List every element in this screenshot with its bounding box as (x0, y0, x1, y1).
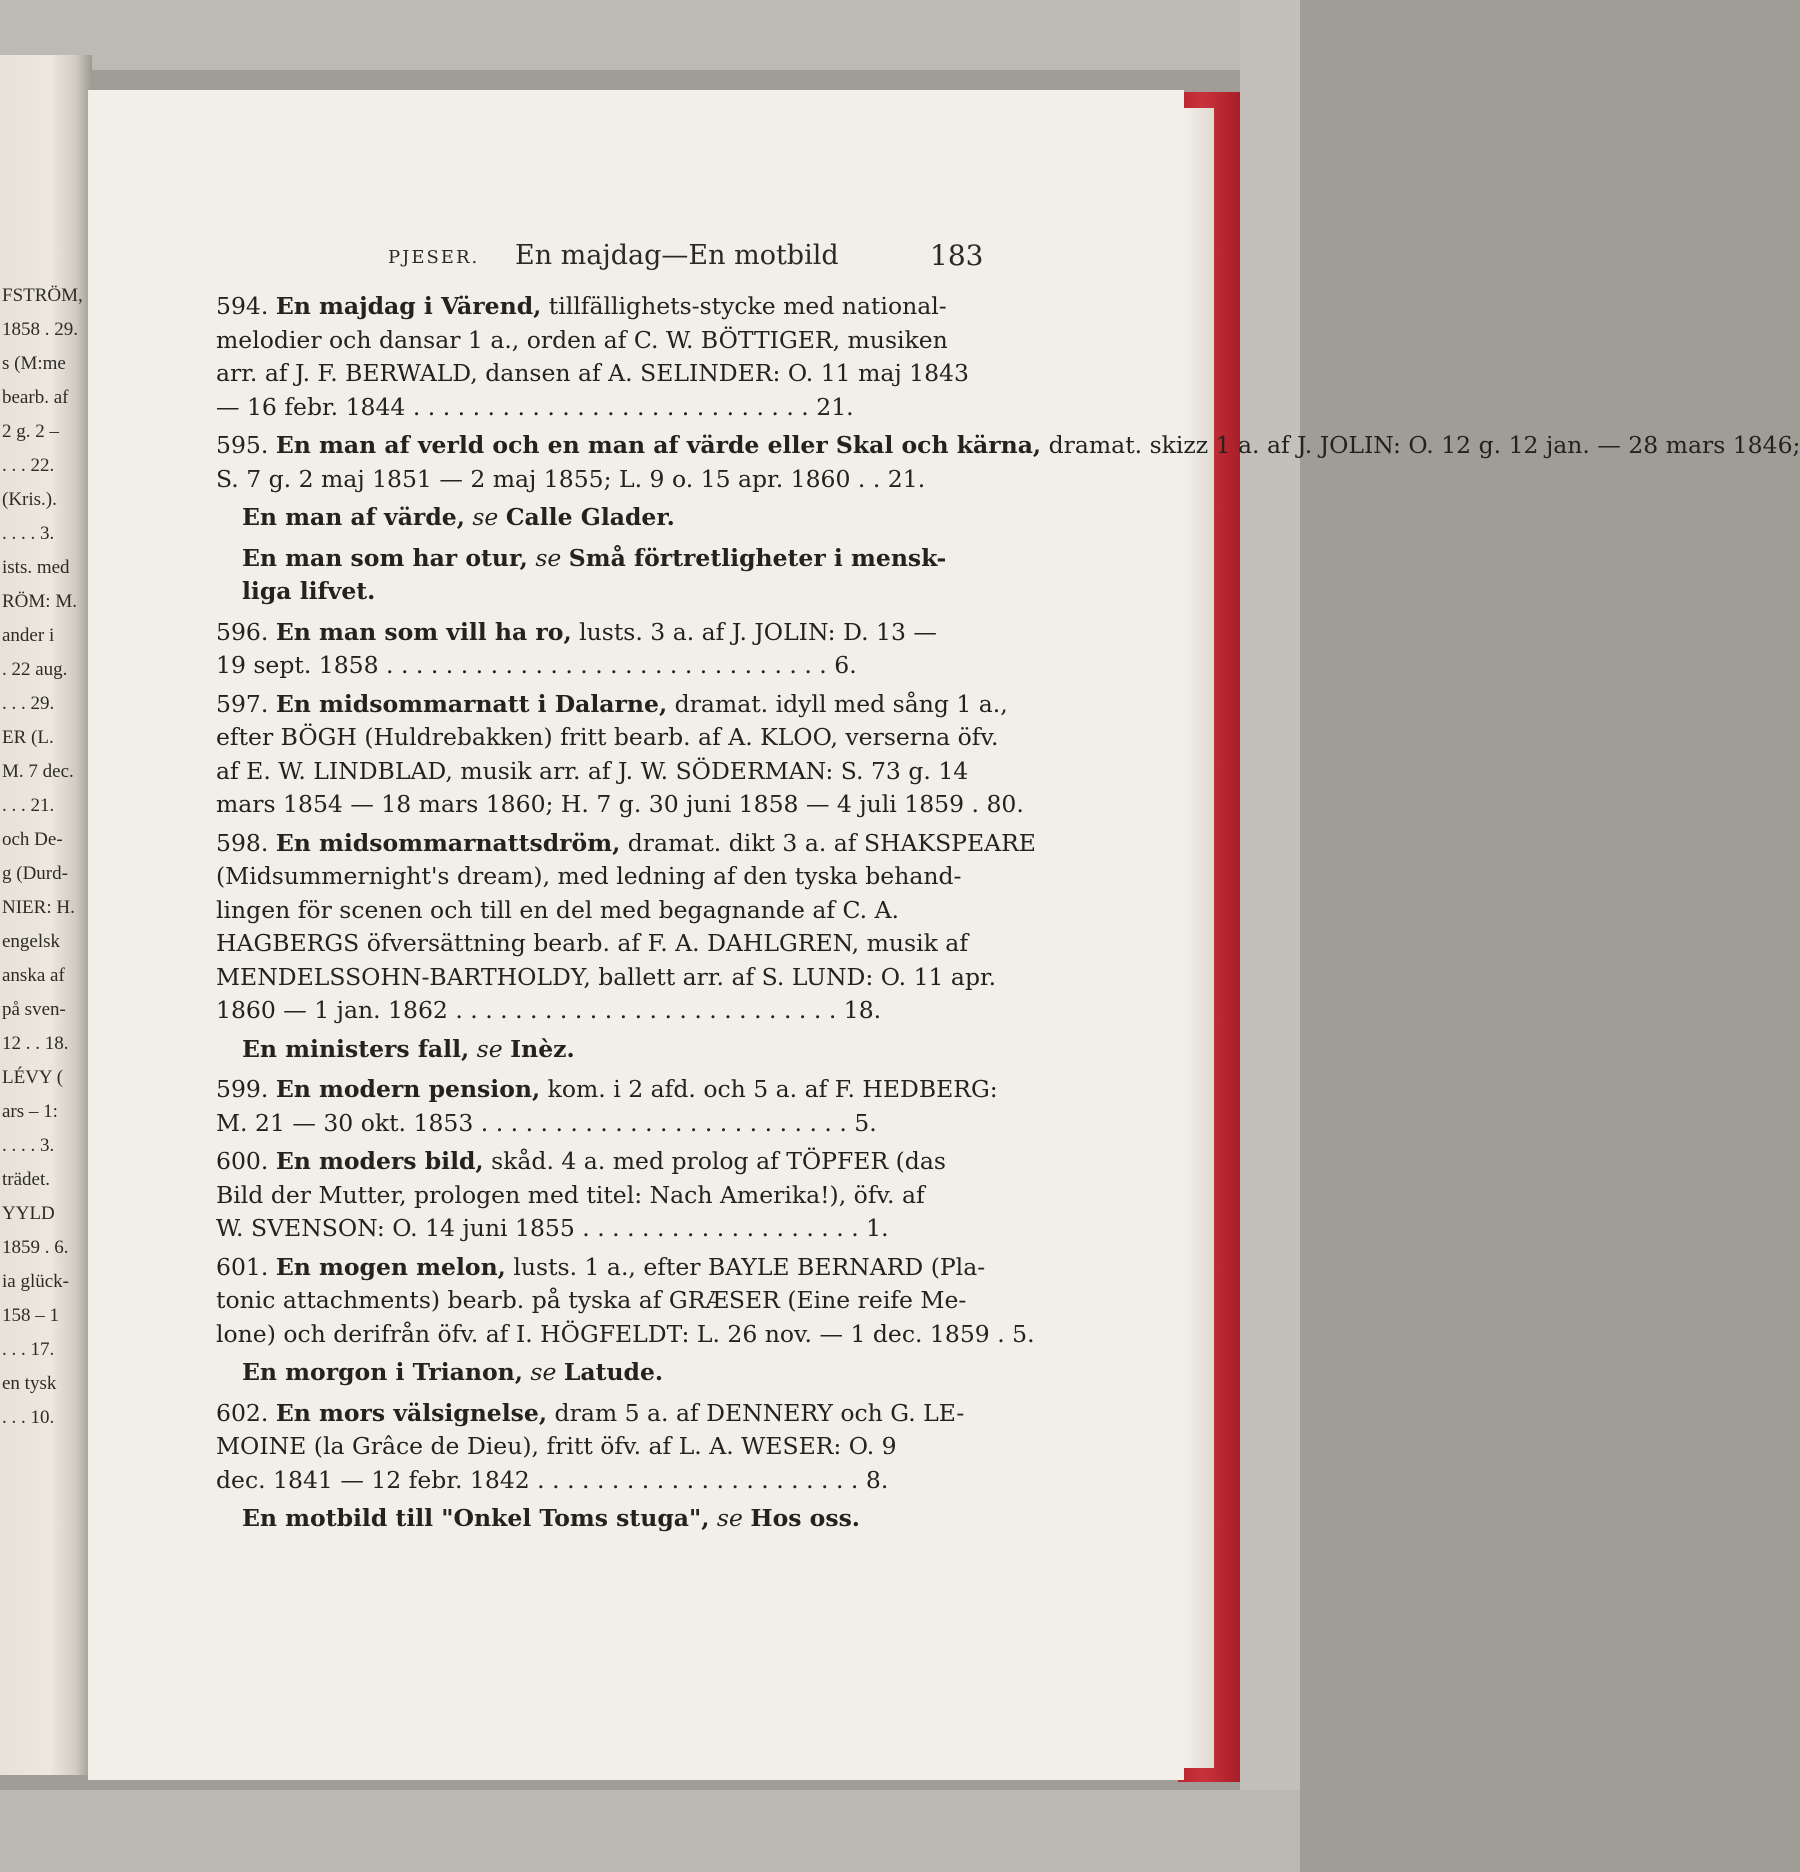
entry-line (216, 649, 1108, 683)
entry-title: En man som vill ha ro, (275, 617, 572, 646)
margin-fragment: ER (L. (2, 727, 54, 748)
margin-fragment: . . . 22. (2, 455, 55, 476)
xref-target: Latude. (563, 1358, 664, 1386)
xref-line (242, 1033, 1108, 1067)
margin-fragment: 158 – 1 (2, 1305, 59, 1326)
entry-text: melodier och dansar 1 a., orden af C. W. BÖTTIGER, musiken (216, 325, 948, 354)
cover-inner-edge (1182, 108, 1214, 1768)
entry-title: En mogen melon, (275, 1252, 506, 1281)
entry-text: lingen för scenen och till en del med begagnande af C. A. (216, 895, 900, 924)
margin-fragment: s (M:me (2, 353, 66, 374)
entry-title: En mors välsignelse, (275, 1398, 548, 1427)
margin-fragment: NIER: H. (2, 897, 75, 918)
cross-reference (242, 1502, 1108, 1536)
entry-number: 599. (216, 1075, 269, 1103)
margin-fragment: engelsk (2, 931, 61, 952)
entry-line (216, 1397, 1108, 1431)
xref-title: En motbild till "Onkel Toms stuga", (242, 1504, 710, 1532)
xref-line (242, 1502, 1108, 1536)
catalog-entry (216, 290, 1108, 424)
margin-fragment: 1859 . 6. (2, 1237, 69, 1258)
entry-text: S. 7 g. 2 maj 1851 — 2 maj 1855; L. 9 o. 15 apr. 1860 . . 21. (216, 464, 926, 493)
entry-text: lusts. 1 a., efter BAYLE BERNARD (Pla- (513, 1252, 986, 1281)
xref-se: se (716, 1504, 743, 1532)
cross-reference (242, 1033, 1108, 1067)
catalog-entries (216, 290, 1800, 1543)
entry-number: 598. (216, 828, 269, 857)
xref-line (242, 575, 1108, 609)
entry-title: En midsommarnattsdröm, (275, 828, 621, 857)
background-right (1240, 0, 1300, 1872)
entry-line (216, 324, 1108, 358)
entry-text: arr. af J. F. BERWALD, dansen af A. SELINDER: O. 11 maj 1843 (216, 359, 969, 387)
entry-line (216, 927, 1108, 961)
margin-fragment: ander i (2, 625, 55, 646)
entry-text: 19 sept. 1858 . . . . . . . . . . . . . . . . . . . . . . . . . . . . . . 6. (216, 651, 857, 679)
entry-number: 594. (216, 292, 269, 320)
xref-line (242, 1356, 1108, 1390)
entry-number: 602. (216, 1398, 269, 1427)
entry-text: dramat. skizz 1 a. af J. JOLIN: O. 12 g. 12 jan. — 28 mars 1846; (1048, 431, 1800, 459)
xref-target: Hos oss. (750, 1504, 860, 1532)
entry-text: tonic attachments) bearb. på tyska af GRÆSER (Eine reife Me- (216, 1286, 967, 1314)
catalog-entry (216, 688, 1108, 822)
entry-line (216, 391, 1108, 425)
entry-text: lone) och derifrån öfv. af I. HÖGFELDT: L. 26 nov. — 1 dec. 1859 . 5. (216, 1319, 1035, 1348)
margin-fragment: g (Durd- (2, 863, 68, 884)
cross-reference (242, 1356, 1108, 1390)
entry-line (216, 1430, 1108, 1464)
xref-se: se (476, 1034, 503, 1063)
margin-fragment: . . . 29. (2, 693, 55, 714)
entry-line (216, 1145, 1108, 1179)
xref-title: En man som har otur, (242, 543, 528, 572)
entry-line (216, 961, 1108, 995)
xref-line (242, 501, 1108, 535)
entry-line (216, 755, 1108, 789)
entry-title: En modern pension, (275, 1075, 541, 1103)
entry-text: 1860 — 1 jan. 1862 . . . . . . . . . . . . . . . . . . . . . . . . . . 18. (216, 996, 882, 1024)
margin-fragment: 12 . . 18. (2, 1033, 69, 1054)
margin-fragment: FSTRÖM, (2, 285, 83, 306)
entry-line (216, 860, 1108, 894)
entry-text: dec. 1841 — 12 febr. 1842 . . . . . . . . . . . . . . . . . . . . . . 8. (216, 1465, 889, 1494)
margin-fragment: 2 g. 2 – (2, 421, 59, 442)
margin-fragment: ars – 1: (2, 1101, 58, 1122)
xref-title: En morgon i Trianon, (242, 1358, 523, 1386)
margin-fragment: ia glück- (2, 1271, 70, 1292)
entry-line (216, 463, 1108, 497)
background-top (0, 0, 1300, 70)
entry-line (216, 721, 1108, 755)
entry-text: skåd. 4 a. med prolog af TÖPFER (das (491, 1147, 946, 1175)
xref-se: se (535, 543, 562, 572)
entry-line (216, 1318, 1108, 1352)
entry-text: (Midsummernight's dream), med ledning af den tyska behand- (216, 862, 962, 890)
margin-fragment: . 22 aug. (2, 659, 68, 680)
entry-line (216, 1464, 1108, 1498)
entry-text: MOINE (la Grâce de Dieu), fritt öfv. af L. A. WESER: O. 9 (216, 1432, 897, 1460)
margin-fragment: bearb. af (2, 387, 69, 408)
book-page (88, 90, 1800, 1780)
entry-line (216, 994, 1108, 1028)
entry-title: En man af verld och en man af värde eller Skal och kärna, (275, 431, 1042, 459)
running-header (88, 240, 1184, 280)
entry-text: dram 5 a. af DENNERY och G. LE- (554, 1398, 965, 1427)
xref-title: En ministers fall, (242, 1034, 470, 1063)
xref-se: se (472, 503, 499, 531)
entry-text: af E. W. LINDBLAD, musik arr. af J. W. SÖDERMAN: S. 73 g. 14 (216, 756, 969, 785)
entry-number: 601. (216, 1252, 269, 1281)
header-title: En majdag—En motbild (515, 240, 839, 271)
entry-number: 600. (216, 1147, 269, 1175)
facing-page-edge (0, 55, 92, 1775)
header-section: PJESER. (388, 247, 480, 268)
catalog-entry (216, 1145, 1108, 1246)
entry-text: lusts. 3 a. af J. JOLIN: D. 13 — (579, 617, 937, 646)
catalog-entry (216, 1397, 1108, 1498)
catalog-entry (216, 616, 1108, 683)
entry-text: kom. i 2 afd. och 5 a. af F. HEDBERG: (547, 1075, 998, 1103)
entry-line (216, 688, 1108, 722)
margin-fragment: anska af (2, 965, 65, 986)
entry-line (216, 429, 1800, 463)
margin-fragment: (Kris.). (2, 489, 57, 510)
entry-line (216, 357, 1108, 391)
entry-line (216, 788, 1108, 822)
margin-fragment: YYLD (2, 1203, 55, 1224)
entry-title: En majdag i Värend, (275, 292, 542, 320)
margin-fragment: en tysk (2, 1373, 57, 1394)
margin-fragment: trädet. (2, 1169, 51, 1190)
entry-line (216, 1284, 1108, 1318)
margin-fragment: M. 7 dec. (2, 761, 74, 782)
entry-text: Bild der Mutter, prologen med titel: Nach Amerika!), öfv. af (216, 1180, 925, 1209)
margin-fragment: . . . 21. (2, 795, 55, 816)
entry-title: En midsommarnatt i Dalarne, (275, 689, 668, 718)
entry-line (216, 1179, 1108, 1213)
page-number: 183 (930, 239, 984, 272)
catalog-entry (216, 827, 1108, 1028)
margin-fragment: 1858 . 29. (2, 319, 78, 340)
entry-text: mars 1854 — 18 mars 1860; H. 7 g. 30 juni 1858 — 4 juli 1859 . 80. (216, 790, 1024, 818)
entry-line (216, 1073, 1108, 1107)
xref-se: se (530, 1358, 557, 1386)
entry-text: tillfällighets-stycke med national- (548, 292, 947, 320)
xref-target: Små förtretligheter i mensk- (568, 543, 947, 572)
catalog-entry (216, 429, 1800, 496)
xref-target: Calle Glader. (505, 503, 675, 531)
entry-text: MENDELSSOHN-BARTHOLDY, ballett arr. af S. LUND: O. 11 apr. (216, 962, 997, 991)
margin-fragment: . . . . 3. (2, 523, 55, 544)
xref-title: En man af värde, (242, 503, 465, 531)
entry-number: 595. (216, 431, 269, 459)
cross-reference (242, 501, 1108, 535)
entry-line (216, 1251, 1108, 1285)
entry-text: dramat. idyll med sång 1 a., (674, 689, 1008, 718)
entry-text: W. SVENSON: O. 14 juni 1855 . . . . . . . . . . . . . . . . . . . 1. (216, 1214, 889, 1242)
entry-text: — 16 febr. 1844 . . . . . . . . . . . . . . . . . . . . . . . . . . . 21. (216, 392, 854, 421)
entry-text: dramat. dikt 3 a. af SHAKSPEARE (627, 828, 1036, 857)
entry-number: 597. (216, 689, 269, 718)
margin-fragment: och De- (2, 829, 63, 850)
entry-line (216, 1107, 1108, 1141)
xref-target: Inèz. (510, 1034, 575, 1063)
margin-fragment: på sven- (2, 999, 66, 1020)
catalog-entry (216, 1251, 1108, 1352)
cross-reference (242, 542, 1108, 609)
entry-line (216, 894, 1108, 928)
entry-line (216, 290, 1108, 324)
entry-text: HAGBERGS öfversättning bearb. af F. A. DAHLGREN, musik af (216, 929, 969, 957)
entry-line (216, 1212, 1108, 1246)
margin-fragment: LÉVY ( (2, 1067, 64, 1088)
entry-text: M. 21 — 30 okt. 1853 . . . . . . . . . . . . . . . . . . . . . . . . . 5. (216, 1108, 877, 1137)
catalog-entry (216, 1073, 1108, 1140)
background-bottom (0, 1790, 1300, 1872)
entry-line (216, 827, 1108, 861)
entry-text: efter BÖGH (Huldrebakken) fritt bearb. af A. KLOO, verserna öfv. (216, 723, 999, 751)
margin-fragment: . . . 10. (2, 1407, 55, 1428)
xref-target-cont: liga lifvet. (242, 577, 376, 605)
margin-fragment: ists. med (2, 557, 70, 578)
margin-fragment: . . . . 3. (2, 1135, 55, 1156)
entry-line (216, 616, 1108, 650)
margin-fragment: RÖM: M. (2, 591, 77, 612)
entry-title: En moders bild, (275, 1147, 484, 1175)
entry-number: 596. (216, 617, 269, 646)
margin-fragment: . . . 17. (2, 1339, 55, 1360)
xref-line (242, 542, 1108, 576)
